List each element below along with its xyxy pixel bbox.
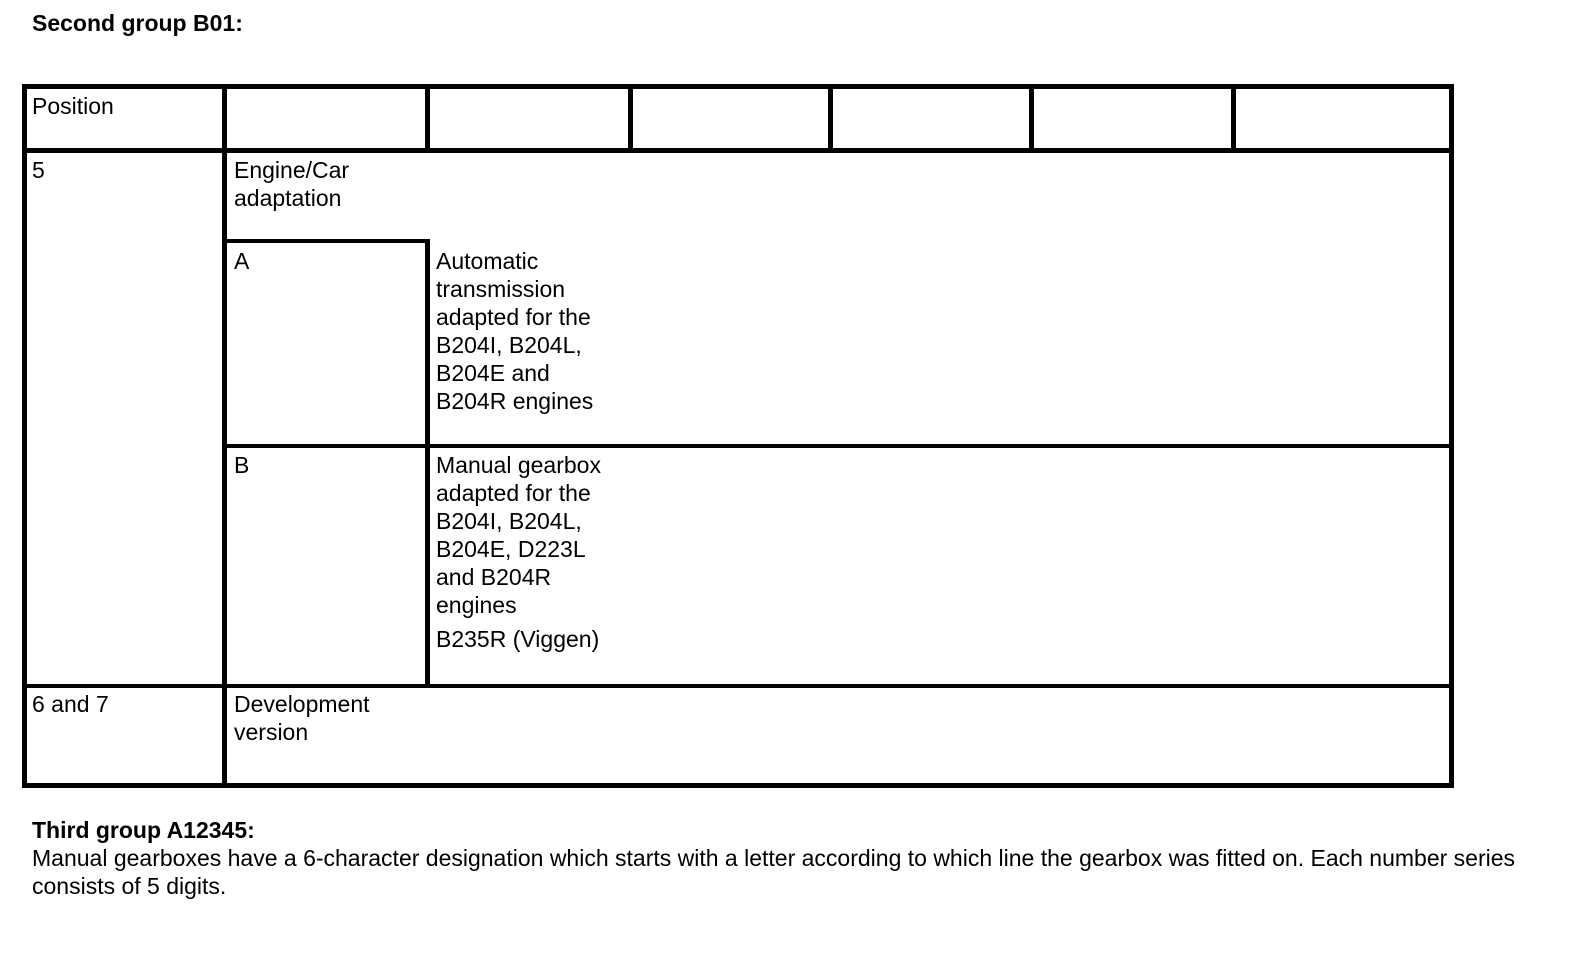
option-b-description-line: adapted for the bbox=[436, 480, 591, 506]
option-b-description-line: Manual gearbox bbox=[436, 452, 601, 478]
header-col-divider-4 bbox=[828, 84, 833, 153]
row-5-title-line: adaptation bbox=[234, 185, 342, 211]
header-col-divider-6 bbox=[1231, 84, 1236, 153]
option-a-description-line: B204R engines bbox=[436, 388, 594, 414]
third-group-text: Manual gearboxes have a 6-character designation which starts with a letter according to which line the gearbox was fitted on. Each number series consists of 5 digits. bbox=[32, 845, 1516, 899]
row-67-position: 6 and 7 bbox=[32, 691, 109, 717]
option-a-description-line: B204E and bbox=[436, 360, 550, 386]
header-col-divider-3 bbox=[628, 84, 633, 153]
position-header-label: Position bbox=[32, 93, 114, 119]
row-5-title bbox=[234, 156, 349, 212]
option-b-description-line: B204I, B204L, bbox=[436, 508, 582, 534]
second-group-heading: Second group B01: bbox=[32, 10, 243, 36]
option-a-description-line: adapted for the bbox=[436, 304, 591, 330]
option-ab-divider bbox=[225, 444, 1454, 448]
option-a-description bbox=[436, 247, 593, 415]
option-a-description-line: transmission bbox=[436, 276, 566, 302]
header-row-divider bbox=[22, 148, 1454, 153]
row-67-title-line: version bbox=[234, 719, 309, 745]
option-code-divider bbox=[425, 239, 430, 688]
option-b-description-line: engines bbox=[436, 592, 517, 618]
option-b-code: B bbox=[234, 452, 250, 478]
option-b-description bbox=[436, 451, 601, 653]
third-group-heading: Third group A12345: bbox=[32, 817, 255, 843]
position-column-divider bbox=[222, 84, 227, 788]
row-5-bottom-divider bbox=[22, 684, 1454, 688]
option-a-top-divider bbox=[225, 239, 429, 243]
option-b-description-line: and B204R bbox=[436, 564, 552, 590]
option-a-description-line: Automatic bbox=[436, 248, 539, 274]
row-5-position: 5 bbox=[32, 157, 45, 183]
option-b-description-line: B204E, D223L bbox=[436, 536, 586, 562]
option-a-description-line: B204I, B204L, bbox=[436, 332, 582, 358]
row-67-title-line: Development bbox=[234, 691, 370, 717]
row-67-title bbox=[234, 690, 370, 746]
header-col-divider-2 bbox=[425, 84, 430, 153]
option-a-code: A bbox=[234, 248, 250, 274]
header-col-divider-5 bbox=[1029, 84, 1034, 153]
row-5-title-line: Engine/Car bbox=[234, 157, 350, 183]
option-b-extra-engine: B235R (Viggen) bbox=[436, 626, 600, 652]
